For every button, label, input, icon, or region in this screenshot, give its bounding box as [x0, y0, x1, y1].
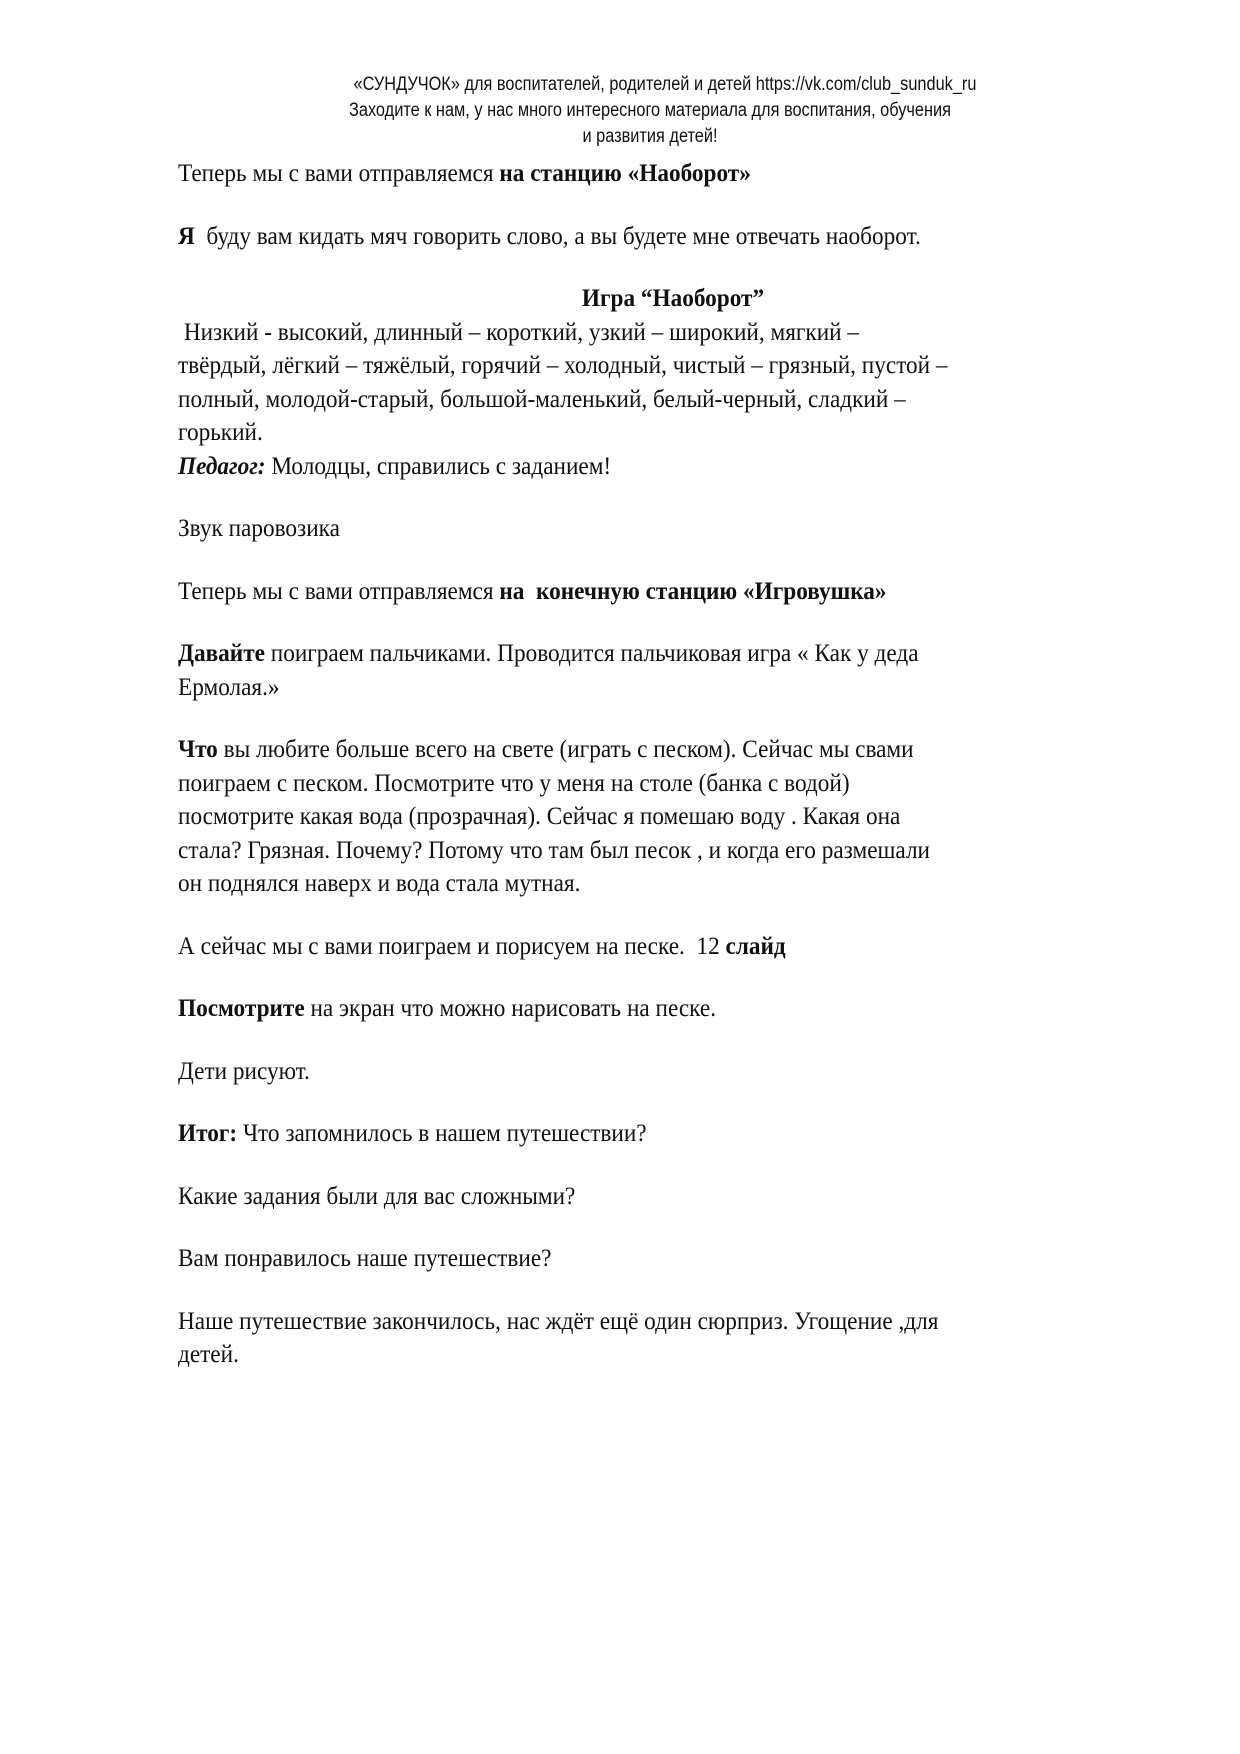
text: буду вам кидать мяч говорить слово, а вы будете мне отвечать наоборот. [194, 222, 921, 250]
text: Теперь мы с вами отправляемся [178, 160, 500, 187]
paragraph-sand-cont: посмотрите какая вода (прозрачная). Сейчас я помешаю воду . Какая она [178, 803, 901, 830]
paragraph-children-draw: Дети рисуют. [178, 1057, 310, 1085]
bold-text: на станцию «Наоборот» [499, 160, 751, 187]
game-line: горький. [178, 419, 263, 446]
paragraph-train-sound: Звук паровозика [178, 515, 340, 542]
text: Что запомнилось в нашем путешествии? [237, 1120, 647, 1147]
bold-text: Итог: [178, 1120, 238, 1147]
paragraph-teacher-praise [178, 450, 1099, 484]
bold-text: Посмотрите [178, 995, 305, 1022]
bold-text: на конечную станцию «Игровушка» [499, 577, 887, 605]
header-line-2: Заходите к нам, у нас много интересного материала для воспитания, обучения [348, 100, 952, 121]
paragraph-ending-cont: детей. [178, 1341, 239, 1368]
paragraph-look-screen [178, 992, 1099, 1026]
speaker-label: Педагог: [178, 452, 266, 480]
paragraph-sand-cont: поиграем с песком. Посмотрите что у меня на столе (банка с водой) [178, 769, 850, 797]
paragraph-finger-game [178, 637, 1099, 671]
paragraph-draw-sand [178, 930, 1099, 964]
bold-text: слайд [725, 932, 786, 960]
text: Теперь мы с вами отправляемся [178, 577, 500, 605]
paragraph-sand [178, 733, 1099, 767]
bold-text: Давайте [178, 640, 265, 667]
game-title [213, 282, 1134, 316]
paragraph-finger-game-cont: Ермолая.» [178, 673, 280, 701]
bold-text: Что [178, 736, 218, 763]
text: А сейчас мы с вами поиграем и порисуем на песке. 12 [178, 932, 726, 960]
paragraph-ball-game [178, 220, 1099, 254]
paragraph-sand-cont: стала? Грязная. Почему? Потому что там был песок , и когда его размешали [178, 836, 931, 864]
header-line-1: «СУНДУЧОК» для воспитателей, родителей и детей https://vk.com/club_sunduk_ru [353, 74, 977, 95]
game-line: полный, молодой-старый, большой-маленький, белый-черный, сладкий – [178, 385, 906, 413]
paragraph-station-reverse [178, 157, 1099, 191]
text: на экран что можно нарисовать на песке. [304, 995, 717, 1022]
page-header [0, 72, 1240, 150]
paragraph-final-station [178, 575, 1099, 609]
game-line: твёрдый, лёгкий – тяжёлый, горячий – холодный, чистый – грязный, пустой – [178, 352, 948, 379]
text: поиграем пальчиками. Проводится пальчиковая игра « Как у деда [264, 640, 919, 667]
paragraph-question-liked: Вам понравилось наше путешествие? [178, 1245, 552, 1272]
text: вы любите больше всего на свете (играть с песком). Сейчас мы свами [217, 736, 914, 763]
header-line-3: и развития детей! [582, 126, 718, 147]
game-line: Низкий - высокий, длинный – короткий, узкий – широкий, мягкий – [178, 318, 860, 346]
heading: Игра “Наоборот” [581, 285, 765, 312]
paragraph-summary [178, 1117, 1099, 1151]
text: Молодцы, справились с заданием! [265, 452, 612, 480]
document-body [178, 157, 1168, 1372]
paragraph-question-hard: Какие задания были для вас сложными? [178, 1182, 576, 1210]
paragraph-ending: Наше путешествие закончилось, нас ждёт ещё один сюрприз. Угощение ,для [178, 1307, 939, 1335]
bold-text: Я [178, 222, 195, 250]
paragraph-sand-cont: он поднялся наверх и вода стала мутная. [178, 870, 581, 897]
